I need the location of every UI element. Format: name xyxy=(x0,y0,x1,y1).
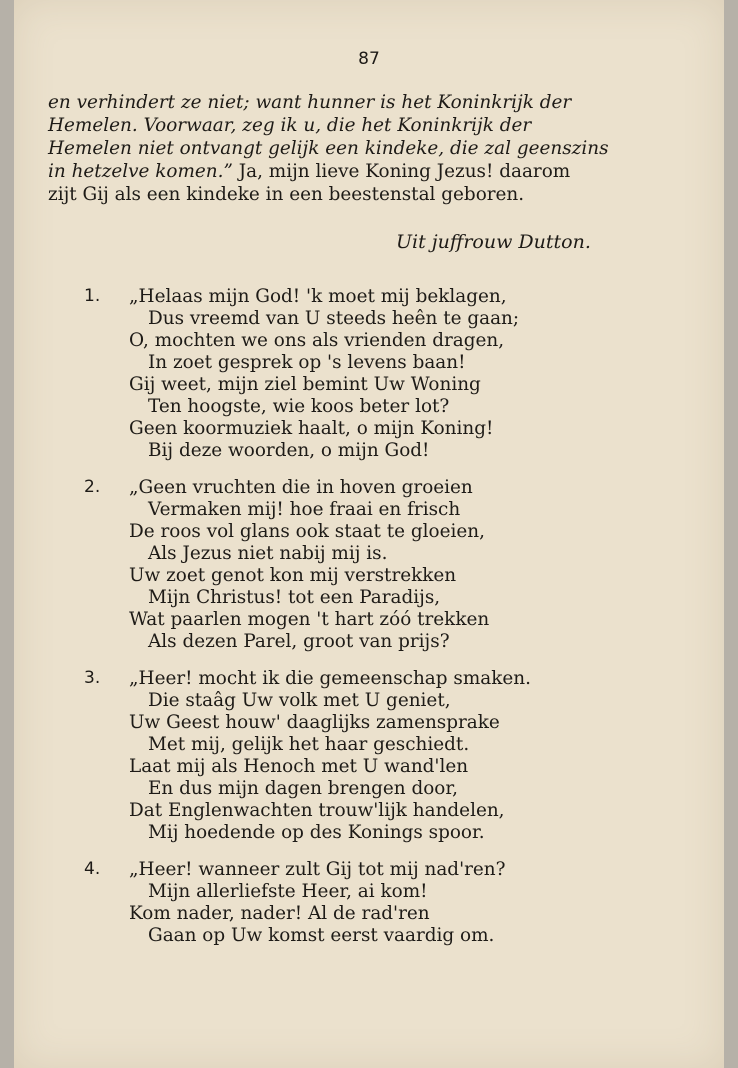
verse-line: Gij weet, mijn ziel bemint Uw Woning xyxy=(129,374,481,395)
stanza-number: 4. xyxy=(84,859,101,879)
word: der xyxy=(499,115,532,136)
word: want xyxy=(255,92,302,113)
word: het xyxy=(361,115,392,136)
verse-line: Uw zoet genot kon mij verstrekken xyxy=(129,565,457,586)
verse-line: Dat Englenwachten trouw'lijk handelen, xyxy=(129,800,505,821)
book-page xyxy=(14,0,724,1068)
verse-line: Bij deze woorden, o mijn God! xyxy=(148,440,430,461)
word: geenszins xyxy=(516,138,609,159)
word: kindeke, xyxy=(364,138,445,159)
word: het xyxy=(401,92,432,113)
verse-line: Die staâg Uw volk met U geniet, xyxy=(148,690,451,711)
word: u, xyxy=(303,115,322,136)
word: en xyxy=(48,92,71,113)
verse-line: En dus mijn dagen brengen door, xyxy=(148,778,458,799)
verse-line: In zoet gesprek op 's levens baan! xyxy=(148,352,466,373)
page-number: 87 xyxy=(358,49,380,69)
attribution: Uit juffrouw Dutton. xyxy=(396,231,591,253)
word: niet; xyxy=(207,92,250,113)
word: Hemelen. xyxy=(48,115,138,136)
word: niet xyxy=(137,138,174,159)
prose-line-2 xyxy=(48,114,638,137)
verse-line: Vermaken mij! hoe fraai en frisch xyxy=(148,499,461,520)
word: gelijk xyxy=(268,138,320,159)
prose-line-4-roman: Ja, mijn lieve Koning Jezus! daarom xyxy=(232,161,571,182)
word: verhindert xyxy=(76,92,176,113)
word: ontvangt xyxy=(179,138,263,159)
prose-line-4-italic: in hetzelve komen.” xyxy=(48,161,233,182)
word: hunner xyxy=(307,92,375,113)
word: Voorwaar, xyxy=(143,115,237,136)
verse-line: Mijn Christus! tot een Paradijs, xyxy=(148,587,441,608)
word: Hemelen xyxy=(48,138,132,159)
stanza-number: 1. xyxy=(84,286,101,306)
verse-line: Mijn allerliefste Heer, ai kom! xyxy=(148,881,428,902)
prose-paragraph xyxy=(48,91,638,206)
word: Koninkrijk xyxy=(437,92,534,113)
verse-line: De roos vol glans ook staat te gloeien, xyxy=(129,521,485,542)
verse-line: „Heer! wanneer zult Gij tot mij nad'ren? xyxy=(129,859,506,880)
verse-line: Als dezen Parel, groot van prijs? xyxy=(148,631,450,652)
word: die xyxy=(326,115,356,136)
prose-line-3 xyxy=(48,137,638,160)
verse-line: Laat mij als Henoch met U wand'len xyxy=(129,756,469,777)
verse-line: Dus vreemd van U steeds heên te gaan; xyxy=(148,308,520,329)
verse-line: „Heer! mocht ik die gemeenschap smaken. xyxy=(129,668,531,689)
verse-line: Kom nader, nader! Al de rad'ren xyxy=(129,903,430,924)
word: ik xyxy=(280,115,298,136)
verse-line: Mij hoedende op des Konings spoor. xyxy=(148,822,485,843)
stanza-number: 3. xyxy=(84,668,101,688)
verse-line: Wat paarlen mogen 't hart zóó trekken xyxy=(129,609,490,630)
word: een xyxy=(325,138,359,159)
word: Koninkrijk xyxy=(397,115,494,136)
verse-line: Uw Geest houw' daaglijks zamensprake xyxy=(129,712,500,733)
verse-line: „Helaas mijn God! 'k moet mij beklagen, xyxy=(129,286,507,307)
word: is xyxy=(380,92,396,113)
word: die xyxy=(450,138,479,159)
verse-line: „Geen vruchten die in hoven groeien xyxy=(129,477,473,498)
verse-line: Gaan op Uw komst eerst vaardig om. xyxy=(148,925,495,946)
word: ze xyxy=(180,92,202,113)
word: zeg xyxy=(242,115,275,136)
prose-line-5: zijt Gij als een kindeke in een beestenstal geboren. xyxy=(48,184,525,205)
prose-line-4 xyxy=(48,160,638,183)
word: zal xyxy=(484,138,511,159)
verse-line: O, mochten we ons als vrienden dragen, xyxy=(129,330,505,351)
word: der xyxy=(539,92,572,113)
verse-line: Geen koormuziek haalt, o mijn Koning! xyxy=(129,418,494,439)
prose-line-1 xyxy=(48,91,638,114)
verse-line: Met mij, gelijk het haar geschiedt. xyxy=(148,734,470,755)
verse-line: Als Jezus niet nabij mij is. xyxy=(148,543,388,564)
verse-line: Ten hoogste, wie koos beter lot? xyxy=(148,396,450,417)
stanza-number: 2. xyxy=(84,477,101,497)
